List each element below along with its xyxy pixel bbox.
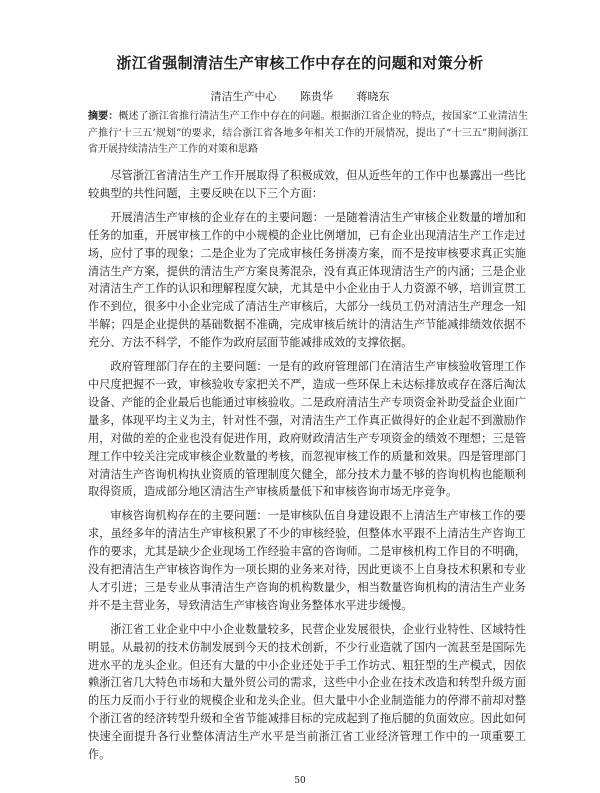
article-body: [88, 167, 526, 764]
abstract-label: 摘要：: [88, 111, 119, 122]
author-name: 蒋晓东: [356, 90, 390, 103]
author-affiliation: 清洁生产中心: [210, 90, 277, 103]
abstract-text: 概述了浙江省推行清洁生产工作中存在的问题。根据浙江省企业的特点，按国家“工业清洁生产推行‘十三五’规划”的要求，结合浙江省各地多年相关工作的开展情况，提出了“十三五”期间浙江省开展持续清洁生产工作的对策和思路: [88, 111, 528, 155]
author-name: 陈贵华: [300, 90, 333, 103]
article-title: 浙江省强制清洁生产审核工作中存在的问题和对策分析: [116, 54, 484, 72]
body-paragraph: 政府管理部门存在的主要问题：一是有的政府管理部门在清洁生产审核验收管理工作中尺度把握不一致，审核验收专家把关不严，造成一些环保上未达标排放或存在落后淘汰设备、产能的企业最后也能通过审核验收。二是政府清洁生产专项资金补助受益企业面广量多，体现平均主义为主，针对性不强，对清洁生产工作真正做得好的企业起不到激励作用，对做的差的企业也没有促进作用，政府财政清洁生产专项资金的绩效不理想；三是管理工作中较关注完成审核企业数量的考核，而忽视审核工作的质量和效果。四是管理部门对清洁生产咨询机构执业资质的管理制度欠健全，部分技术力量不够的咨询机构也能顺利取得资质，造成部分地区清洁生产审核质量低下和审核咨询市场无序竞争。: [88, 360, 526, 499]
author-line: [0, 88, 600, 104]
body-paragraph: 开展清洁生产审核的企业存在的主要问题：一是随着清洁生产审核企业数量的增加和任务的加重，开展审核工作的中小规模的企业比例增加，已有企业出现清洁生产工作走过场，应付了事的现象；二是企业为了完成审核任务拼凑方案，而不是按审核要求真正实施清洁生产方案，提供的清洁生产方案良莠混杂，没有真正体现清洁生产的内涵；三是企业对清洁生产工作的认识和理解程度欠缺，尤其是中小企业由于人力资源不够，培训宣贯工作不到位，很多中小企业完成了清洁生产审核后，大部分一线员工仍对清洁生产理念一知半解；四是企业提供的基础数据不准确，完成审核后统计的清洁生产节能减排绩效依据不充分、方法不科学，不能作为政府层面节能减排成效的支撑依据。: [88, 210, 526, 350]
body-paragraph: 尽管浙江省清洁生产工作开展取得了积极成效，但从近些年的工作中也暴露出一些比较典型的共性问题，主要反映在以下三个方面：: [88, 169, 526, 200]
abstract: [88, 109, 528, 159]
body-paragraph: 审核咨询机构存在的主要问题：一是审核队伍自身建设跟不上清洁生产审核工作的要求，虽经多年的清洁生产审核积累了不少的审核经验，但整体水平跟不上清洁生产咨询工作的要求，尤其是缺少企业现场工作经验丰富的咨询师。二是审核机构工作目的不明确，没有把清洁生产审核咨询作为一项长期的业务来对待，因此更谈不上自身技术积累和专业人才引进；三是专业从事清洁生产咨询的机构数量少，相当数量咨询机构的清洁生产业务并不是主营业务，导致清洁生产审核咨询业务整体水平进步缓慢。: [88, 509, 526, 612]
page-number: 50: [294, 776, 306, 786]
body-paragraph: 浙江省工业企业中中小企业数量较多，民营企业发展很快，企业行业特性、区域特性明显。从最初的技术仿制发展到今天的技术创新，不少行业造就了国内一流甚至是国际先进水平的龙头企业。但还有大量的中小企业还处于手工作坊式、粗狂型的生产模式，因依赖浙江省几大特色市场和大量外贸公司的需求，这些中小企业在技术改造和转型升级方面的压力反而小于行业的规模企业和龙头企业。但大量中小企业制造能力的停滞不前却对整个浙江省的经济转型升级和全省节能减排目标的完成起到了拖后腿的负面效应。因此如何快速全面提升各行业整体清洁生产水平是当前浙江省工业经济管理工作中的一项重要工作。: [88, 622, 526, 762]
